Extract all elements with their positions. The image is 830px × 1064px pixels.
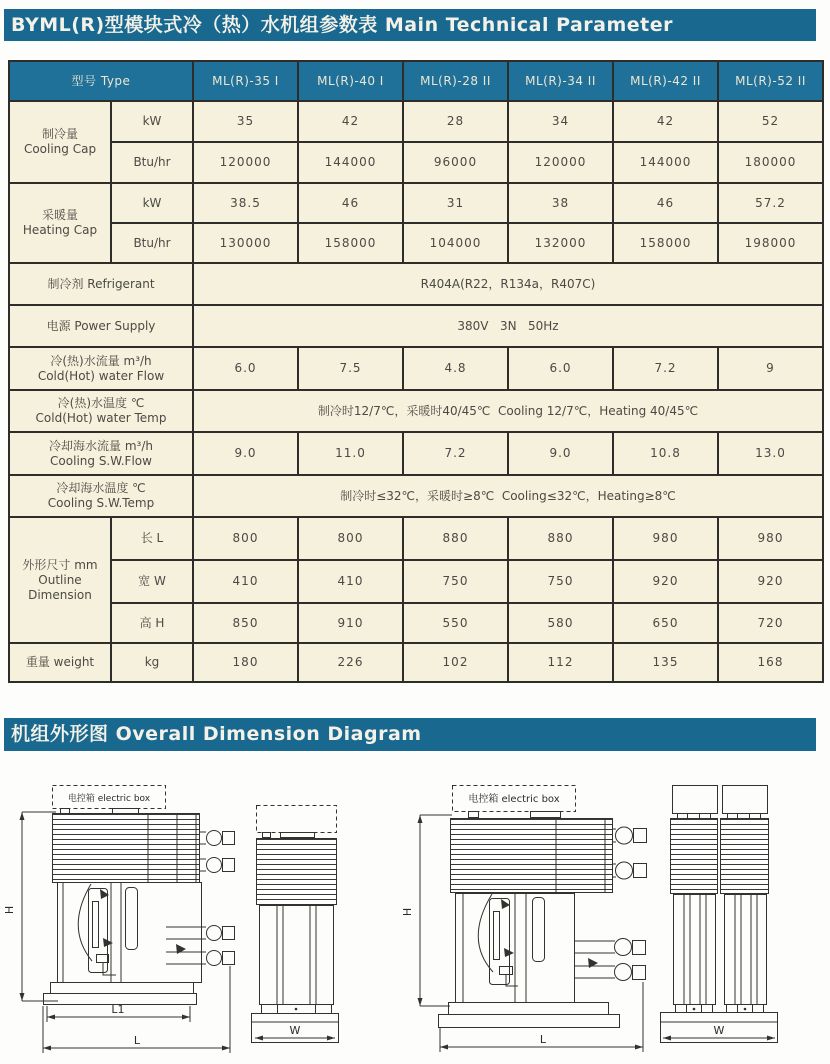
technical-parameter-table — [8, 60, 824, 683]
unit-body — [456, 894, 575, 1003]
diagram-linework — [0, 770, 830, 1064]
value-cell: 13.0 — [718, 432, 823, 475]
power-supply-label: 电源 Power Supply — [9, 305, 193, 347]
dimension-W — [255, 1024, 335, 1041]
label-zh: 制冷量 — [41, 127, 78, 141]
value-cell: 144000 — [298, 142, 403, 183]
dimension-H — [3, 812, 58, 1001]
label-zh: 冷却海水流量 m³/h — [49, 438, 153, 453]
heating-btu-row — [9, 223, 823, 263]
water-pipe-connections — [166, 831, 235, 966]
value-cell: 410 — [193, 560, 298, 603]
unit-cell: 宽 W — [111, 560, 193, 603]
model-header: ML(R)-52 II — [718, 61, 823, 101]
value-cell: 198000 — [718, 223, 823, 263]
value-cell: 132000 — [508, 223, 613, 263]
value-cell: 46 — [613, 183, 718, 223]
value-cell: 6.0 — [508, 347, 613, 390]
label-en: Cooling S.W.Temp — [47, 496, 155, 510]
value-cell: 980 — [718, 517, 823, 560]
value-cell: 96000 — [403, 142, 508, 183]
electric-box-label: 电控箱 electric box — [468, 794, 560, 805]
water-temp-label — [9, 390, 193, 432]
value-cell: 850 — [193, 603, 298, 643]
value-cell: 120000 — [508, 142, 613, 183]
dimension-H — [401, 815, 452, 1006]
unit-cell: kW — [111, 183, 193, 223]
value-cell: 800 — [298, 517, 403, 560]
value-cell: 7.2 — [613, 347, 718, 390]
value-cell: 57.2 — [718, 183, 823, 223]
model-header: ML(R)-34 II — [508, 61, 613, 101]
electric-box-label: 电控箱 electric box — [67, 794, 151, 804]
heating-kw-row — [9, 183, 823, 223]
value-cell: 9 — [718, 347, 823, 390]
sw-temp-row — [9, 475, 823, 517]
value-cell: 158000 — [298, 223, 403, 263]
label-en: Outline Dimension — [28, 572, 92, 602]
model-header: ML(R)-28 II — [403, 61, 508, 101]
svg-text:W: W — [289, 1024, 301, 1037]
sw-flow-row — [9, 432, 823, 475]
value-cell: 31 — [403, 183, 508, 223]
value-cell: 800 — [193, 517, 298, 560]
weight-row — [9, 643, 823, 682]
base-frame — [439, 1003, 620, 1028]
value-cell: 7.5 — [298, 347, 403, 390]
value-cell: 35 — [193, 101, 298, 142]
base-frame — [44, 983, 197, 1005]
value-cell: 750 — [403, 560, 508, 603]
cooling-cap-label — [9, 101, 111, 183]
svg-text:L: L — [539, 1033, 547, 1046]
value-cell: 28 — [403, 101, 508, 142]
model-header: ML(R)-35 I — [193, 61, 298, 101]
outline-height-row — [9, 603, 823, 643]
value-cell: 158000 — [613, 223, 718, 263]
label-zh: 采暖量 — [41, 208, 78, 222]
value-cell: 226 — [298, 643, 403, 682]
electric-box-outline — [257, 806, 337, 833]
svg-text:H: H — [401, 907, 414, 917]
svg-text:L1: L1 — [111, 1003, 125, 1016]
main-title-bar: BYML(R)型模块式冷（热）水机组参数表 Main Technical Parameter — [4, 9, 816, 41]
value-cell: 10.8 — [613, 432, 718, 475]
heating-cap-label — [9, 183, 111, 263]
dimension-L1 — [47, 1003, 190, 1022]
side-view-small-unit — [252, 806, 339, 1043]
value-cell: 144000 — [613, 142, 718, 183]
outline-dimension-label — [9, 517, 111, 643]
water-temp-row — [9, 390, 823, 432]
value-cell: 11.0 — [298, 432, 403, 475]
unit-cell: Btu/hr — [111, 142, 193, 183]
type-header-cell: 型号 Type — [9, 61, 193, 101]
label-en: Cold(Hot) water Temp — [35, 411, 167, 425]
value-cell: 102 — [403, 643, 508, 682]
value-cell: 52 — [718, 101, 823, 142]
cooling-btu-row — [9, 142, 823, 183]
water-pipe-connections — [575, 827, 647, 981]
electric-box-outline — [673, 786, 718, 814]
value-cell: 650 — [613, 603, 718, 643]
sw-flow-label — [9, 432, 193, 475]
unit-cell: 长 L — [111, 517, 193, 560]
value-cell: 42 — [298, 101, 403, 142]
column-section — [674, 895, 767, 1005]
label-en: Heating Cap — [22, 223, 98, 237]
unit-cell: 高 H — [111, 603, 193, 643]
svg-text:H: H — [3, 905, 16, 915]
value-cell: 980 — [613, 517, 718, 560]
water-flow-label — [9, 347, 193, 390]
front-view-large-unit — [401, 786, 647, 1053]
value-cell: 130000 — [193, 223, 298, 263]
label-zh: 外形尺寸 mm — [22, 557, 98, 572]
value-cell: 38 — [508, 183, 613, 223]
model-header: ML(R)-42 II — [613, 61, 718, 101]
label-zh: 冷却海水温度 ℃ — [56, 481, 146, 495]
value-cell: 4.8 — [403, 347, 508, 390]
value-cell: 9.0 — [508, 432, 613, 475]
model-header: ML(R)-40 I — [298, 61, 403, 101]
table-header-row — [9, 61, 823, 101]
refrigerant-label: 制冷剂 Refrigerant — [9, 263, 193, 305]
value-cell: 42 — [613, 101, 718, 142]
value-cell: 7.2 — [403, 432, 508, 475]
overall-dimension-diagram — [0, 770, 830, 1064]
refrigerant-row — [9, 263, 823, 305]
unit-body — [58, 883, 202, 983]
value-cell: 9.0 — [193, 432, 298, 475]
diagram-title-bar: 机组外形图 Overall Dimension Diagram — [4, 718, 816, 751]
refrigerant-value: R404A(R22，R134a，R407C) — [193, 263, 823, 305]
label-en: Cooling Cap — [23, 142, 97, 156]
value-cell: 720 — [718, 603, 823, 643]
column-section — [260, 906, 334, 1005]
value-cell: 104000 — [403, 223, 508, 263]
cooling-kw-row — [9, 101, 823, 142]
value-cell: 34 — [508, 101, 613, 142]
value-cell: 410 — [298, 560, 403, 603]
value-cell: 180000 — [718, 142, 823, 183]
label-zh: 冷(热)水流量 m³/h — [50, 353, 152, 368]
weight-label: 重量 weight — [9, 643, 111, 682]
svg-text:L: L — [133, 1034, 141, 1047]
power-supply-value: 380V 3N 50Hz — [193, 305, 823, 347]
power-supply-row — [9, 305, 823, 347]
unit-cell: kg — [111, 643, 193, 682]
label-en: Cooling S.W.Flow — [50, 453, 152, 468]
value-cell: 580 — [508, 603, 613, 643]
label-zh: 冷(热)水温度 ℃ — [57, 396, 145, 410]
water-flow-row — [9, 347, 823, 390]
outline-width-row — [9, 560, 823, 603]
outline-length-row — [9, 517, 823, 560]
dimension-L — [440, 982, 643, 1052]
value-cell: 168 — [718, 643, 823, 682]
value-cell: 38.5 — [193, 183, 298, 223]
side-view-large-unit — [661, 786, 778, 1043]
value-cell: 920 — [613, 560, 718, 603]
value-cell: 46 — [298, 183, 403, 223]
value-cell: 120000 — [193, 142, 298, 183]
value-cell: 135 — [613, 643, 718, 682]
label-en: Cold(Hot) water Flow — [37, 368, 165, 383]
water-temp-value: 制冷时12/7℃，采暖时40/45℃ Cooling 12/7℃，Heating 40/45℃ — [193, 390, 823, 432]
unit-cell: Btu/hr — [111, 223, 193, 263]
value-cell: 920 — [718, 560, 823, 603]
value-cell: 112 — [508, 643, 613, 682]
sw-temp-label — [9, 475, 193, 517]
unit-cell: kW — [111, 101, 193, 142]
electric-box-outline — [723, 786, 768, 814]
value-cell: 180 — [193, 643, 298, 682]
value-cell: 910 — [298, 603, 403, 643]
value-cell: 880 — [508, 517, 613, 560]
value-cell: 6.0 — [193, 347, 298, 390]
value-cell: 550 — [403, 603, 508, 643]
value-cell: 880 — [403, 517, 508, 560]
sw-temp-value: 制冷时≤32℃，采暖时≥8℃ Cooling≤32℃，Heating≥8℃ — [193, 475, 823, 517]
dimension-W — [663, 1024, 775, 1041]
front-view-small-unit — [3, 786, 235, 1054]
svg-text:W: W — [713, 1024, 725, 1037]
value-cell: 750 — [508, 560, 613, 603]
